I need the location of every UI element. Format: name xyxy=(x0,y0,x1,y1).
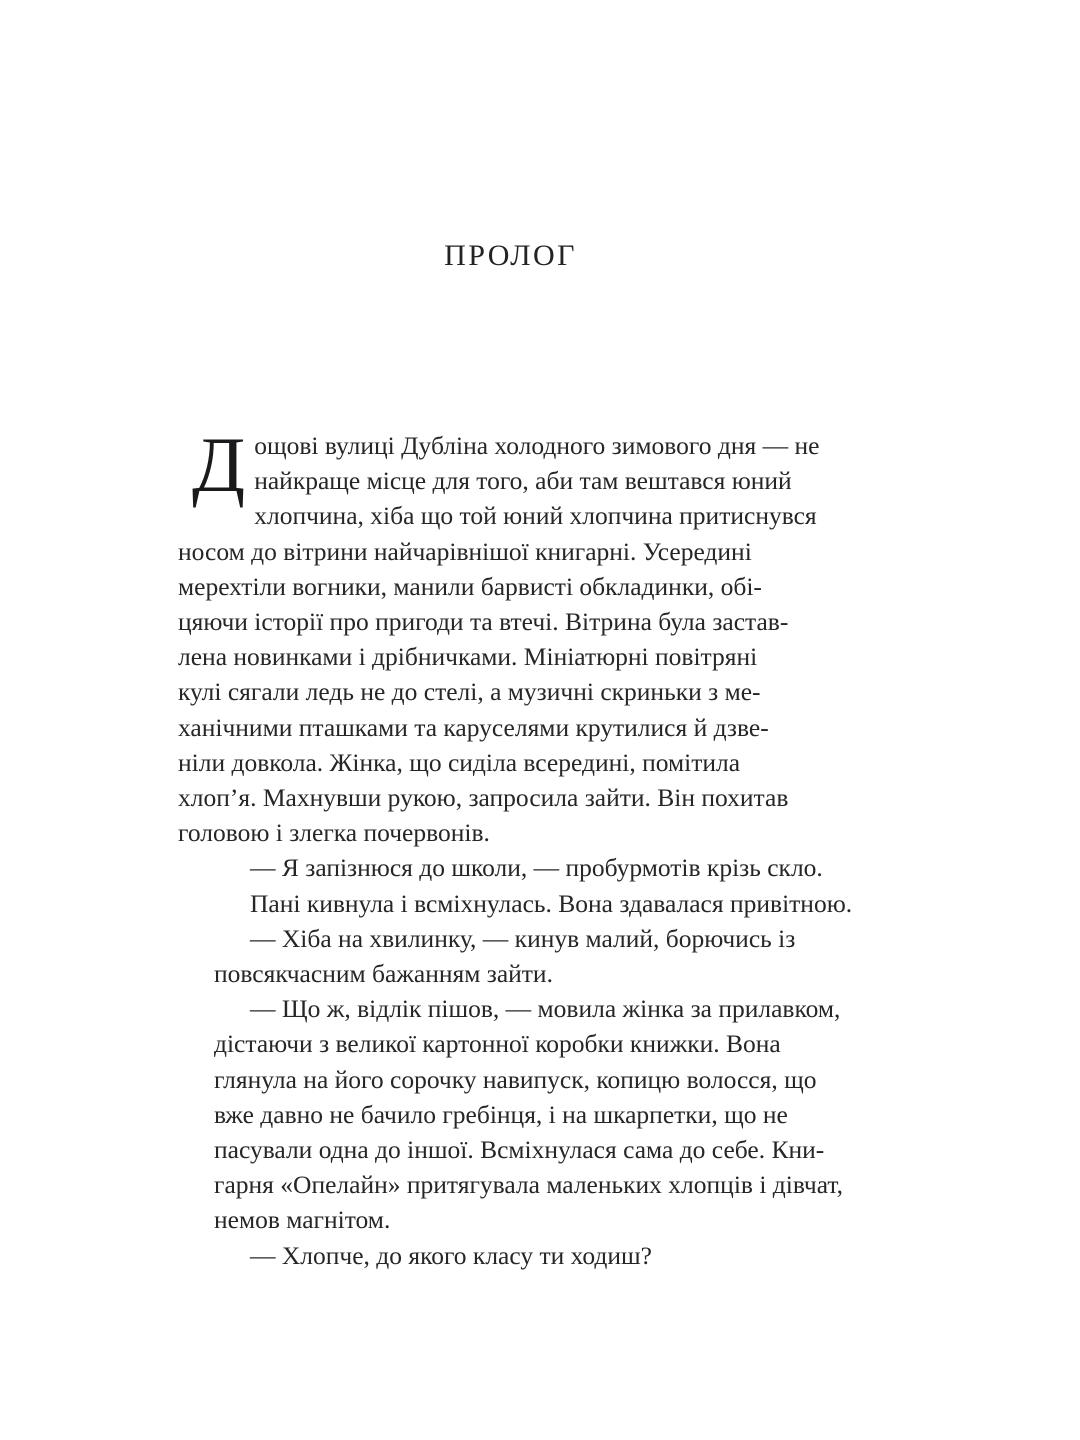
text-line: мерехтіли вогники, манили барвисті обкладинки, обі- xyxy=(178,571,762,601)
text-line: ханічними пташками та каруселями крутилися й дзве- xyxy=(178,712,769,742)
paragraph-dialogue xyxy=(178,921,844,991)
text-line: хлопчина, хіба що той юний хлопчина притиснувся xyxy=(254,501,817,531)
text-line: — Хіба на хвилинку, — кинув малий, борючись із xyxy=(250,923,796,953)
body-text-block xyxy=(178,421,853,1273)
text-line: вже давно не бачило гребінця, і на шкарпетки, що не xyxy=(214,1099,788,1129)
paragraph-narration xyxy=(178,886,853,921)
text-line: лена новинками і дрібничками. Мініатюрні повітряні xyxy=(178,642,758,672)
text-line: найкраще місце для того, аби там вештався юний xyxy=(254,466,792,496)
paragraph-dialogue xyxy=(178,850,844,885)
text-line: головою і злегка почервонів. xyxy=(178,818,490,848)
paragraph-opening xyxy=(178,421,844,850)
text-line: немов магнітом. xyxy=(214,1205,391,1235)
text-line: носом до вітрини найчарівнішої книгарні. Усередині xyxy=(178,536,752,566)
text-line: ощові вулиці Дубліна холодного зимового дня — не xyxy=(254,431,820,460)
paragraph-dialogue xyxy=(178,1238,844,1273)
text-line: хлоп’я. Махнувши рукою, запросила зайти. Він похитав xyxy=(178,783,789,813)
text-line: дістаючи з великої картонної коробки книжки. Вона xyxy=(214,1029,781,1059)
text-line: — Хлопче, до якого класу ти ходиш? xyxy=(250,1240,652,1270)
drop-cap: Д xyxy=(192,421,246,508)
text-line: цяючи історії про пригоди та втечі. Вітрина була застав- xyxy=(178,607,789,637)
text-line: кулі сягали ледь не до стелі, а музичні скриньки з ме- xyxy=(178,677,761,707)
text-line: ніли довкола. Жінка, що сиділа всередині, помітила xyxy=(178,747,741,777)
text-line: — Я запізнюся до школи, — пробурмотів крізь скло. xyxy=(250,853,823,883)
text-line: — Що ж, відлік пішов, — мовила жінка за прилавком, xyxy=(250,994,841,1024)
page-title: ПРОЛОГ xyxy=(444,239,577,272)
text-line: Пані кивнула і всміхнулась. Вона здавалася привітною. xyxy=(250,888,853,918)
text-line: гарня «Опелайн» притягувала маленьких хлопців і дівчат, xyxy=(214,1170,843,1200)
text-line: глянула на його сорочку навипуск, копицю волосся, що xyxy=(214,1064,817,1094)
paragraph-dialogue xyxy=(178,991,844,1237)
text-line: пасували одна до іншої. Всміхнулася сама до себе. Кни- xyxy=(214,1135,825,1165)
text-line: повсякчасним бажанням зайти. xyxy=(214,959,553,989)
